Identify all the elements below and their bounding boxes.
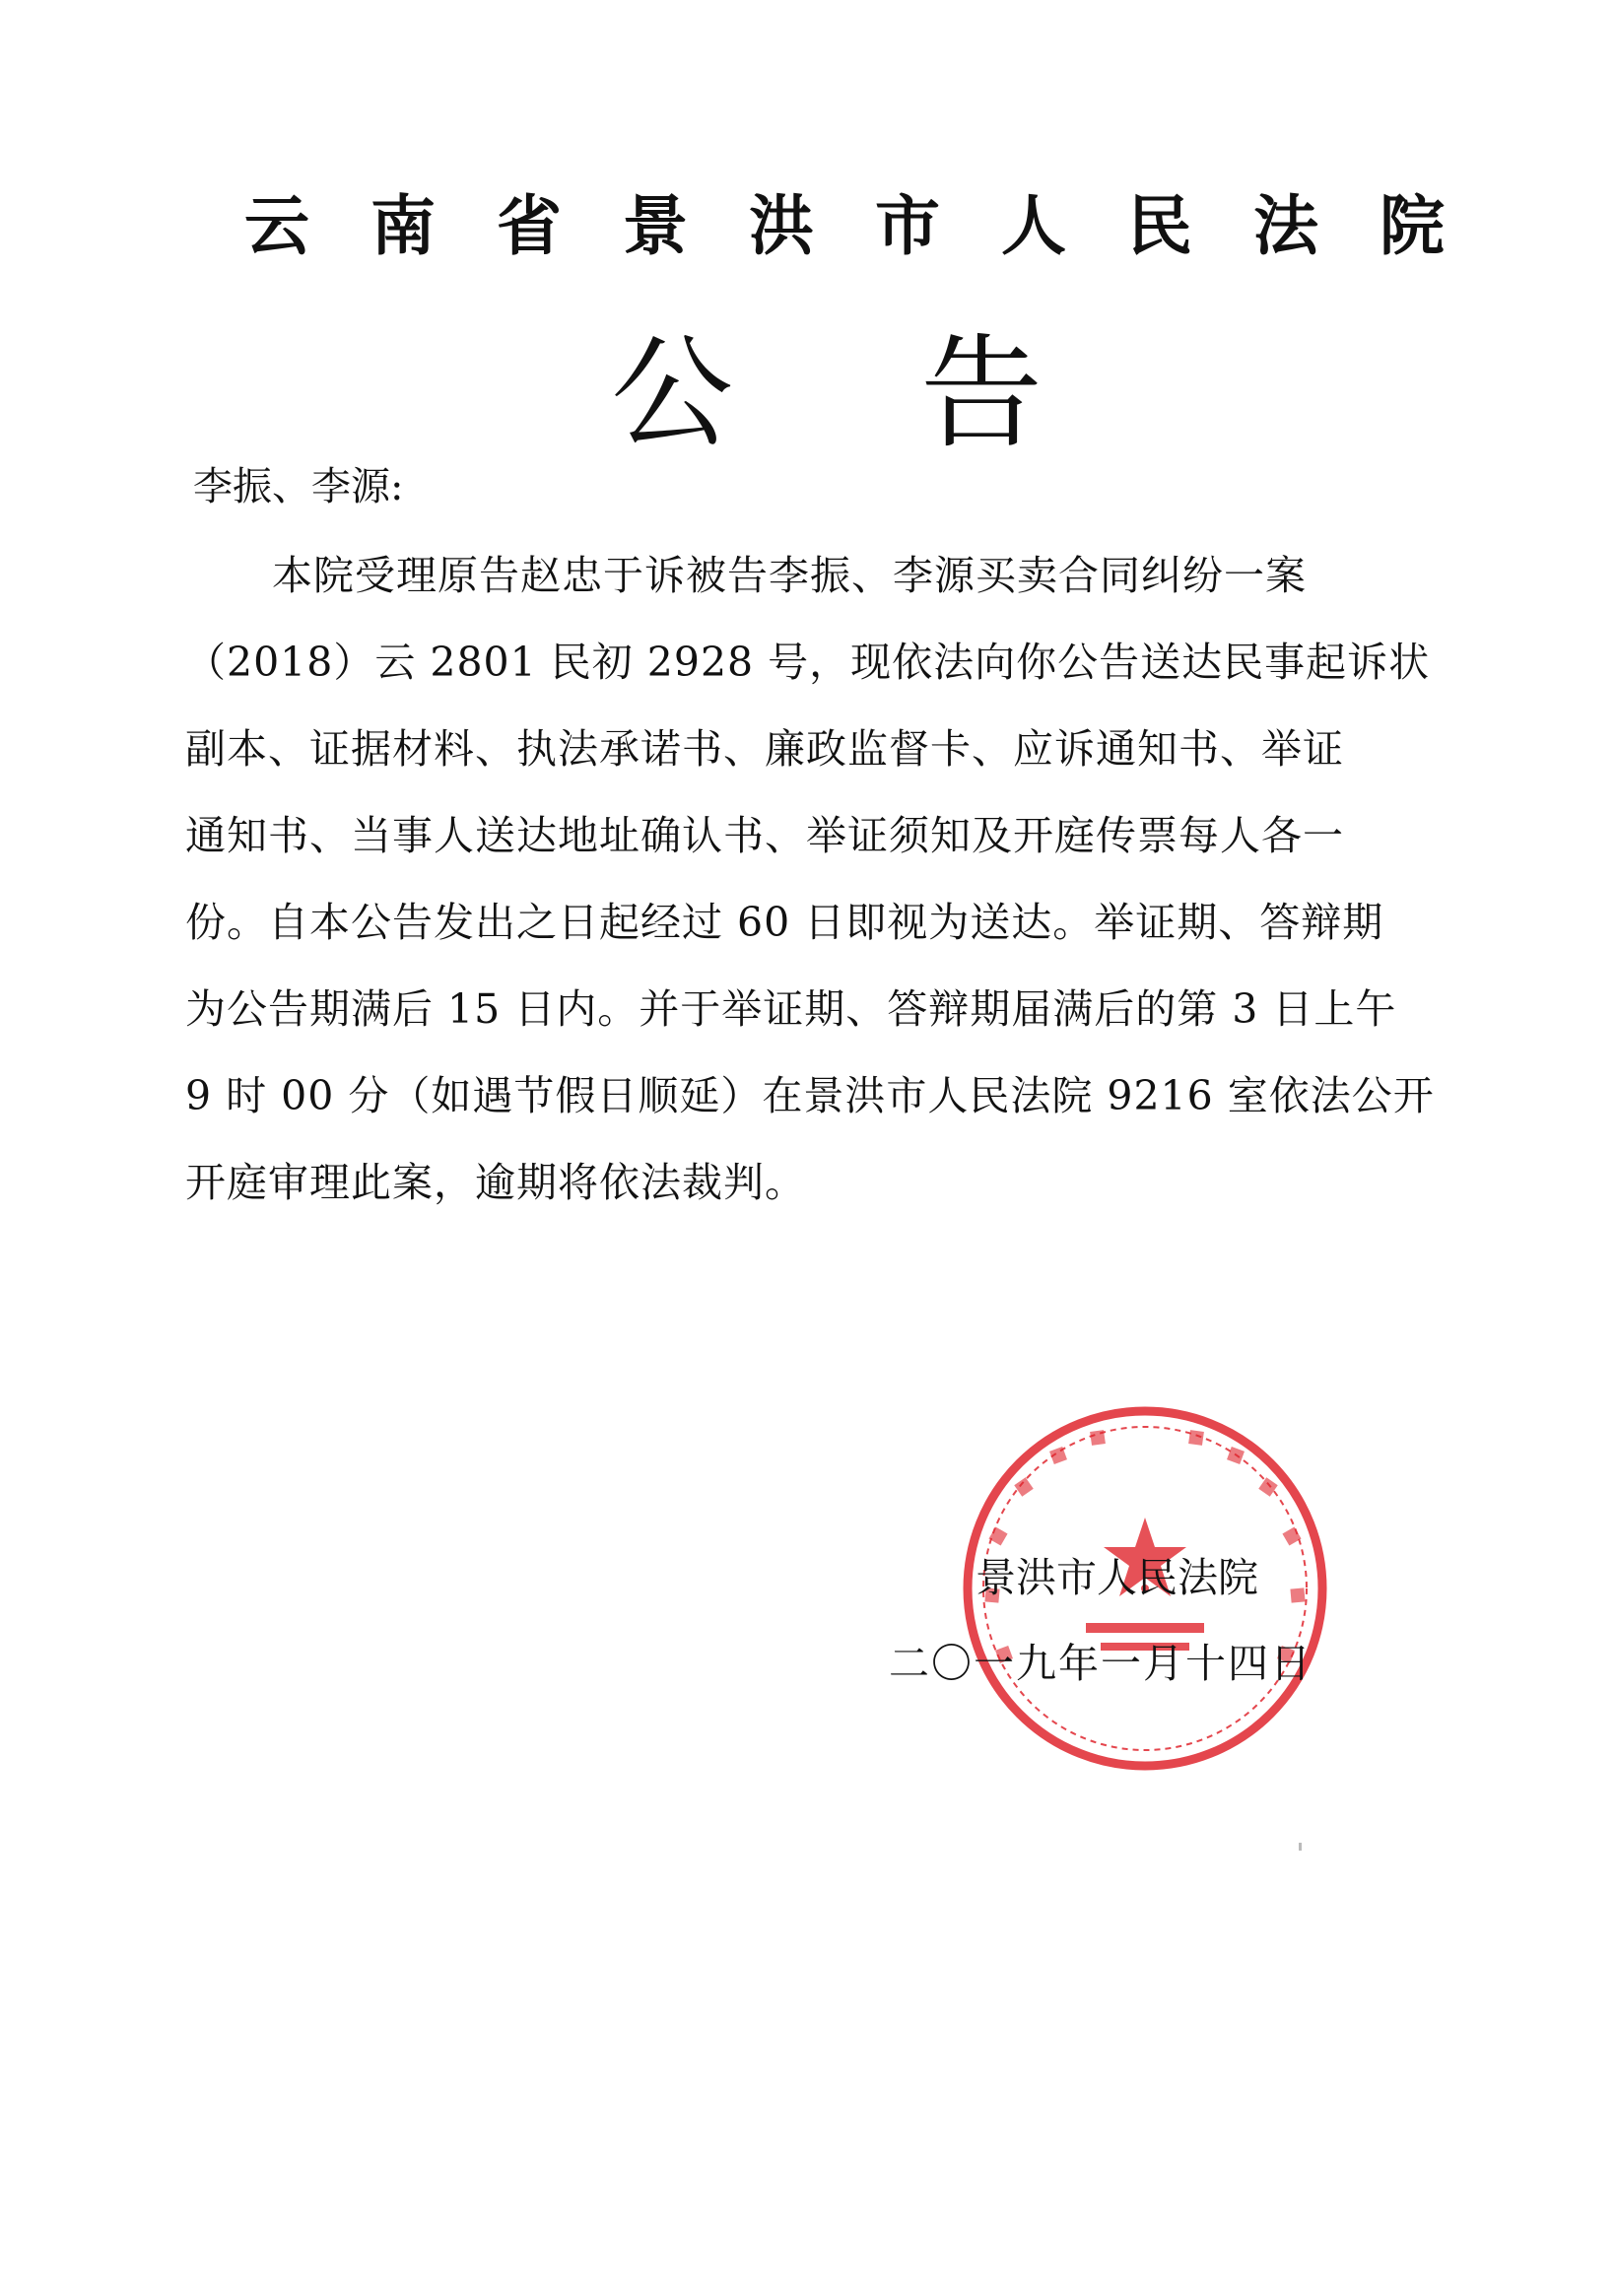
- body-line: 本院受理原告赵忠于诉被告李振、李源买卖合同纠纷一案: [272, 552, 1307, 599]
- body-line: 开庭审理此案，逾期将依法裁判。: [185, 1159, 806, 1206]
- notice-body: [185, 532, 1437, 1226]
- body-line: （2018）云 2801 民初 2928 号，现依法向你公告送达民事起诉状: [185, 639, 1431, 686]
- body-line: 通知书、当事人送达地址确认书、举证须知及开庭传票每人各一: [185, 812, 1344, 859]
- signing-date: 二〇一九年一月十四日: [889, 1640, 1313, 1687]
- body-line: 份。自本公告发出之日起经过 60 日即视为送达。举证期、答辩期: [185, 899, 1384, 946]
- body-line: 9 时 00 分（如遇节假日顺延）在景洪市人民法院 9216 室依法公开: [185, 1072, 1435, 1119]
- addressee: 李振、李源:: [193, 464, 404, 509]
- notice-title: 公告: [611, 323, 1231, 465]
- body-line: 为公告期满后 15 日内。并于举证期、答辩期届满后的第 3 日上午: [185, 985, 1397, 1033]
- signing-organization: 景洪市人民法院: [976, 1554, 1258, 1601]
- court-name-heading: 云南省景洪市人民法院: [244, 188, 1506, 264]
- body-line: 副本、证据材料、执法承诺书、廉政监督卡、应诉通知书、举证: [185, 725, 1344, 773]
- scan-speck: [1299, 1843, 1302, 1851]
